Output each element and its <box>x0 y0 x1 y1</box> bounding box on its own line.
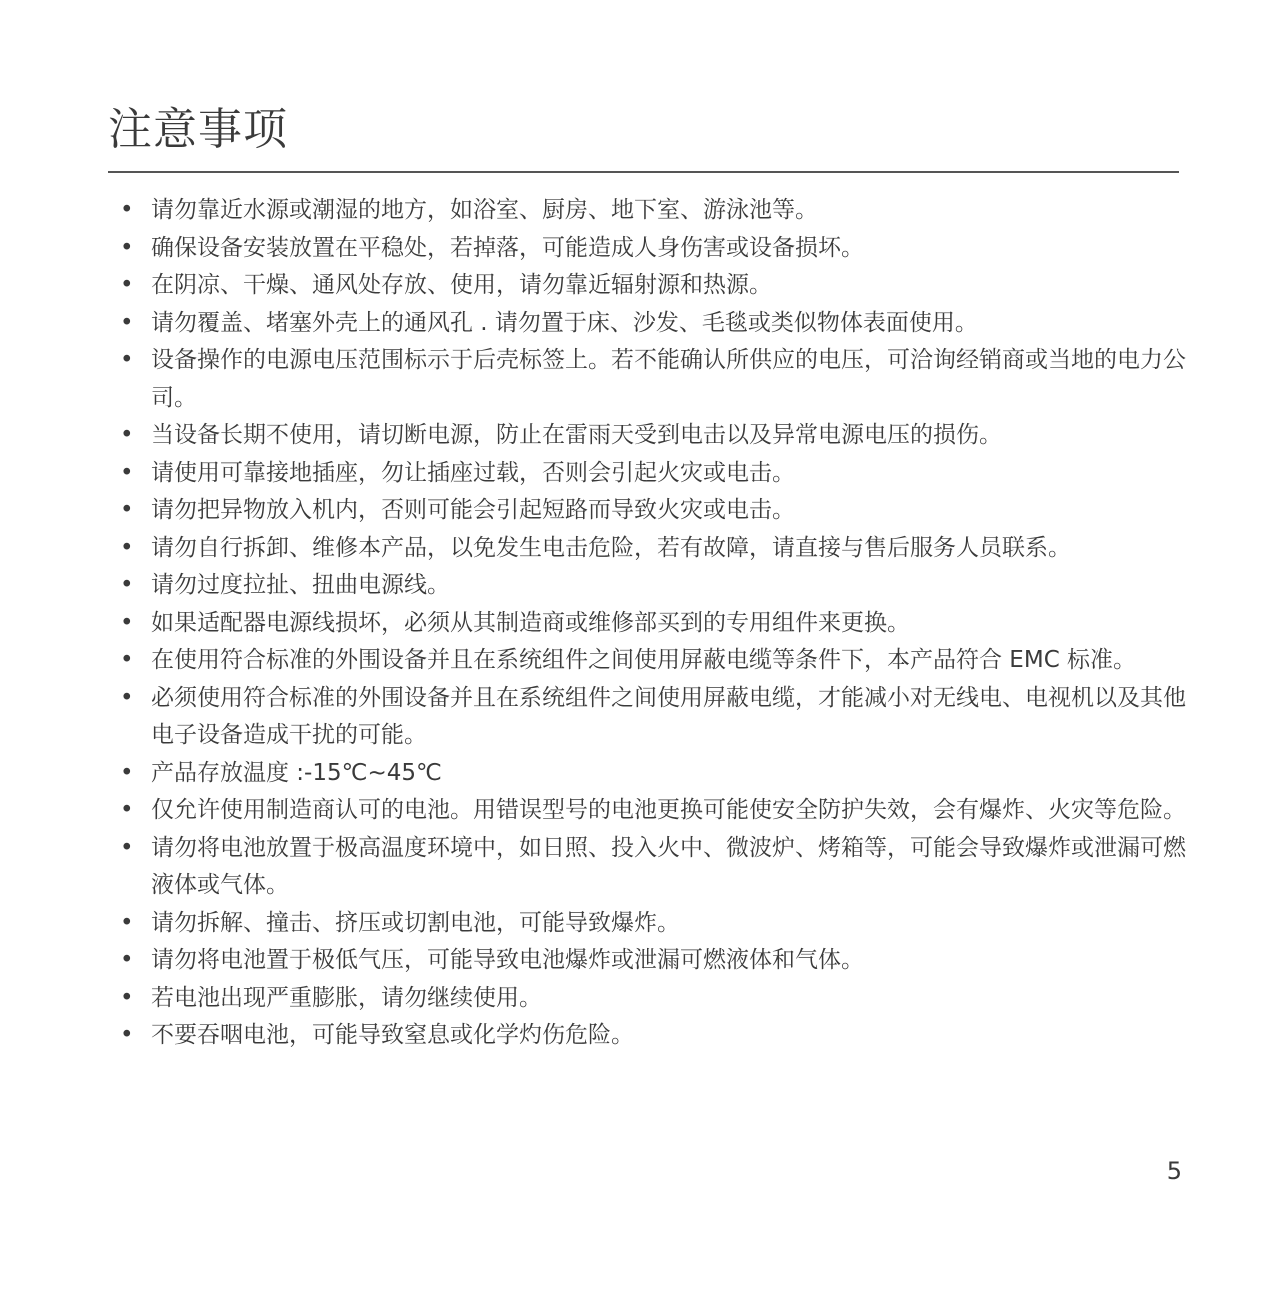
bullet-icon: • <box>120 834 134 861</box>
bullet-icon: • <box>120 497 134 523</box>
notice-item <box>0 342 1287 417</box>
bullet-icon: • <box>120 272 134 298</box>
notice-item <box>0 305 1287 343</box>
notice-item <box>0 830 1287 905</box>
bullet-icon: • <box>120 984 134 1011</box>
notice-item <box>0 455 1287 493</box>
notice-text: 请勿自行拆卸、维修本产品，以免发生电击危险，若有故障，请直接与售后服务人员联系。 <box>151 534 1071 561</box>
notice-text: 产品存放温度 :-15℃~45℃ <box>151 759 442 786</box>
page-title: 注意事项 <box>108 104 288 155</box>
notice-text: 请勿覆盖、堵塞外壳上的通风孔 . 请勿置于床、沙发、毛毯或类似物体表面使用。 <box>151 309 978 336</box>
bullet-icon: • <box>120 609 134 636</box>
notice-text: 不要吞咽电池，可能导致窒息或化学灼伤危险。 <box>151 1022 634 1048</box>
notice-text: 请勿过度拉扯、扭曲电源线。 <box>151 572 450 598</box>
bullet-icon: • <box>120 647 134 673</box>
bullet-icon: • <box>120 684 134 711</box>
bullet-icon: • <box>120 572 134 598</box>
bullet-icon: • <box>120 909 134 936</box>
bullet-icon: • <box>120 347 134 373</box>
notice-text: 仅允许使用制造商认可的电池。用错误型号的电池更换可能使安全防护失效，会有爆炸、火灾等危险。 <box>151 797 1186 823</box>
bullet-icon: • <box>120 1022 134 1048</box>
page-number: 5 <box>1166 1157 1182 1185</box>
notice-item <box>0 530 1287 568</box>
title-divider <box>108 171 1179 173</box>
notice-item <box>0 980 1287 1018</box>
notice-item <box>0 492 1287 530</box>
notice-text: 必须使用符合标准的外围设备并且在系统组件之间使用屏蔽电缆，才能减小对无线电、电视机以及其他电子设备造成干扰的可能。 <box>151 684 1186 748</box>
notice-text: 请勿把异物放入机内，否则可能会引起短路而导致火灾或电击。 <box>151 497 795 523</box>
notice-text: 若电池出现严重膨胀，请勿继续使用。 <box>151 984 542 1011</box>
notice-text: 当设备长期不使用，请切断电源，防止在雷雨天受到电击以及异常电源电压的损伤。 <box>151 422 1002 448</box>
notice-text: 请勿拆解、撞击、挤压或切割电池，可能导致爆炸。 <box>151 909 680 936</box>
notice-item <box>0 755 1287 793</box>
bullet-icon: • <box>120 534 134 561</box>
notice-text: 在阴凉、干燥、通风处存放、使用，请勿靠近辐射源和热源。 <box>151 272 772 298</box>
notice-item <box>0 942 1287 980</box>
notice-item <box>0 642 1287 680</box>
bullet-icon: • <box>120 422 134 448</box>
bullet-icon: • <box>120 947 134 973</box>
bullet-icon: • <box>120 197 134 223</box>
notice-text: 请使用可靠接地插座，勿让插座过载，否则会引起火灾或电击。 <box>151 459 795 486</box>
notice-item <box>0 792 1287 830</box>
notice-text: 在使用符合标准的外围设备并且在系统组件之间使用屏蔽电缆等条件下，本产品符合 EMC 标准。 <box>151 647 1137 673</box>
bullet-icon: • <box>120 234 134 261</box>
notice-text: 请勿将电池置于极低气压，可能导致电池爆炸或泄漏可燃液体和气体。 <box>151 947 864 973</box>
notice-item <box>0 417 1287 455</box>
notice-list <box>0 192 1287 1055</box>
notice-item <box>0 1017 1287 1055</box>
notice-item <box>0 192 1287 230</box>
notice-item <box>0 680 1287 755</box>
notice-item <box>0 567 1287 605</box>
bullet-icon: • <box>120 459 134 486</box>
notice-item <box>0 267 1287 305</box>
bullet-icon: • <box>120 759 134 786</box>
bullet-icon: • <box>120 309 134 336</box>
notice-text: 如果适配器电源线损坏，必须从其制造商或维修部买到的专用组件来更换。 <box>151 609 910 636</box>
notice-item <box>0 605 1287 643</box>
notice-text: 设备操作的电源电压范围标示于后壳标签上。若不能确认所供应的电压，可洽询经销商或当地的电力公司。 <box>151 347 1186 411</box>
notice-item <box>0 230 1287 268</box>
notice-text: 请勿将电池放置于极高温度环境中，如日照、投入火中、微波炉、烤箱等，可能会导致爆炸或泄漏可燃液体或气体。 <box>151 834 1186 898</box>
bullet-icon: • <box>120 797 134 823</box>
notice-text: 确保设备安装放置在平稳处，若掉落，可能造成人身伤害或设备损坏。 <box>151 234 864 261</box>
notice-item <box>0 905 1287 943</box>
notice-text: 请勿靠近水源或潮湿的地方，如浴室、厨房、地下室、游泳池等。 <box>151 197 818 223</box>
